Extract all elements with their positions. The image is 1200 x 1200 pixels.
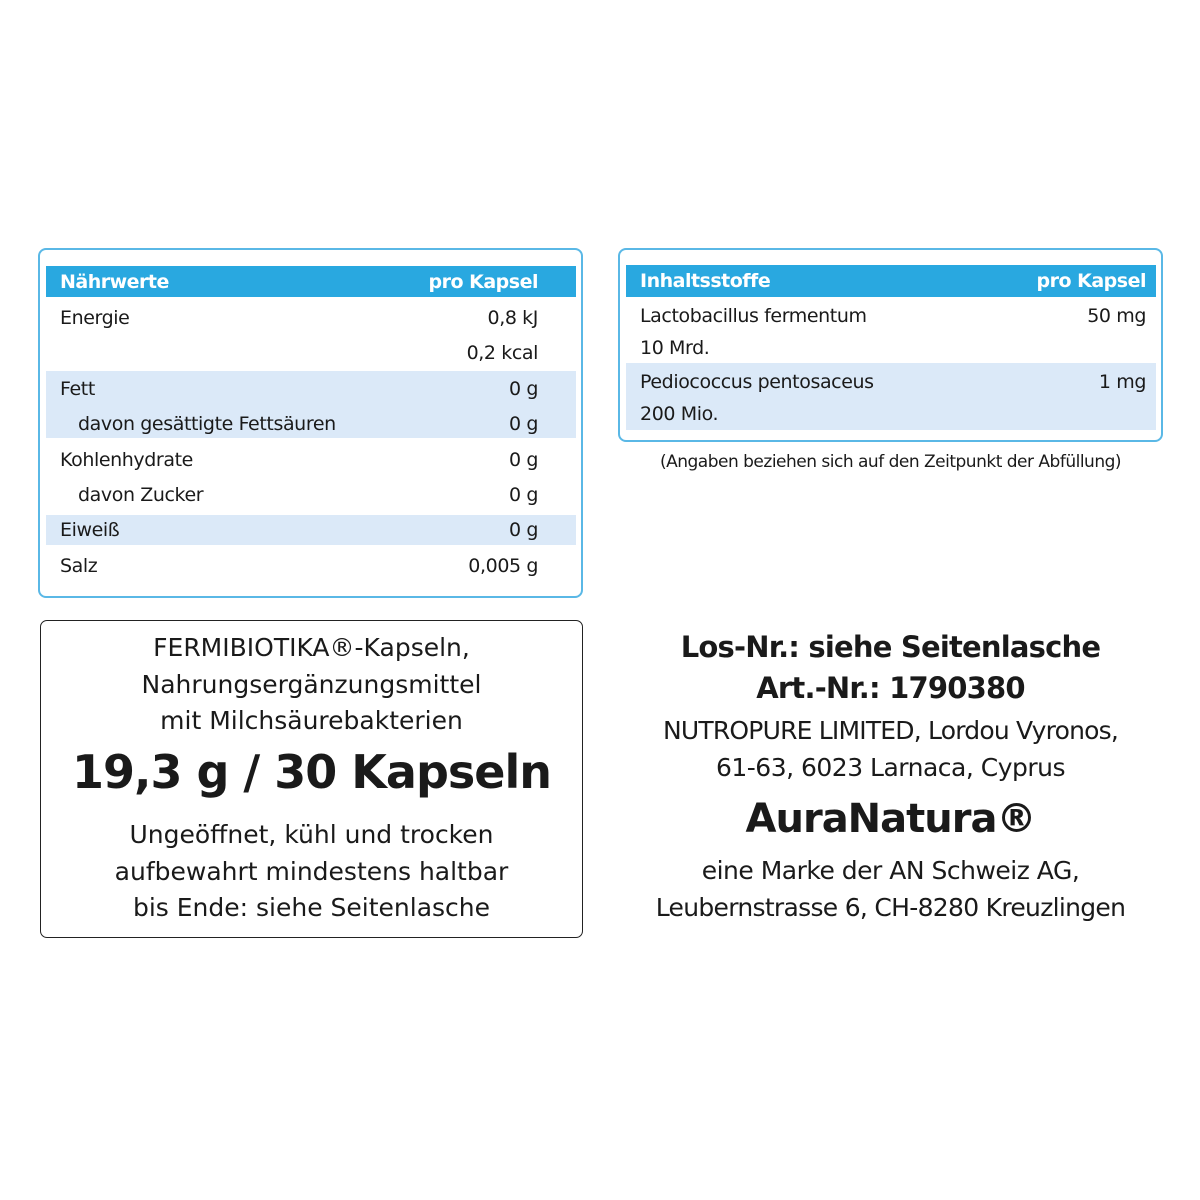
row-label: Salz: [60, 554, 98, 577]
row-value: 1 mg: [1098, 370, 1146, 393]
company-line1: NUTROPURE LIMITED, Lordou Vyronos,: [662, 716, 1118, 745]
row-label: Pediococcus pentosaceus: [640, 370, 874, 393]
ingredients-title: Inhaltsstoffe: [640, 270, 771, 292]
ingredients-header: [626, 265, 1156, 297]
brand-line1: eine Marke der AN Schweiz AG,: [701, 856, 1080, 885]
row-label: 200 Mio.: [640, 402, 719, 425]
row-value: 50 mg: [1087, 304, 1146, 327]
row-label: Eiweiß: [60, 518, 120, 541]
nutrition-header: [46, 266, 576, 297]
row-label: Energie: [60, 306, 130, 329]
row-value: 0 g: [509, 412, 538, 435]
nutrition-row: [46, 548, 576, 583]
row-label: davon gesättigte Fettsäuren: [78, 412, 336, 435]
row-value: 0 g: [509, 448, 538, 471]
row-value: 0,005 g: [468, 554, 538, 577]
product-line2: Nahrungsergänzungsmittel: [141, 670, 482, 699]
ingredients-col: pro Kapsel: [1036, 270, 1146, 292]
row-value: 0 g: [509, 377, 538, 400]
ingredients-note: (Angaben beziehen sich auf den Zeitpunkt der Abfüllung): [659, 452, 1122, 472]
row-label: Lactobacillus fermentum: [640, 304, 867, 327]
row-label: davon Zucker: [78, 483, 204, 506]
nutrition-row: [46, 371, 576, 406]
row-label: Fett: [60, 377, 95, 400]
row-value: 0 g: [509, 518, 538, 541]
nutrition-row: [46, 300, 576, 335]
nutrition-row: [46, 406, 576, 441]
product-amount: 19,3 g / 30 Kapseln: [71, 745, 551, 799]
row-value: 0,2 kcal: [466, 341, 538, 364]
nutrition-title: Nährwerte: [60, 270, 169, 293]
nutrition-col: pro Kapsel: [428, 270, 538, 293]
article-number: Art.-Nr.: 1790380: [756, 671, 1025, 705]
nutrition-row: [46, 477, 576, 512]
ingredient-row: [626, 298, 1156, 333]
nutrition-row: [46, 442, 576, 477]
product-line1: FERMIBIOTIKA®-Kapseln,: [153, 633, 470, 662]
storage-line3: bis Ende: siehe Seitenlasche: [132, 893, 491, 922]
row-value: 0,8 kJ: [487, 306, 538, 329]
brand-line2: Leubernstrasse 6, CH-8280 Kreuzlingen: [655, 893, 1126, 922]
ingredient-row: [626, 364, 1156, 399]
storage-line2: aufbewahrt mindestens haltbar: [114, 857, 509, 886]
lot-number: Los-Nr.: siehe Seitenlasche: [680, 630, 1101, 664]
nutrition-row: [46, 512, 576, 547]
company-line2: 61-63, 6023 Larnaca, Cyprus: [715, 753, 1066, 782]
row-value: 0 g: [509, 483, 538, 506]
row-label: Kohlenhydrate: [60, 448, 193, 471]
product-line3: mit Milchsäurebakterien: [160, 706, 463, 735]
ingredient-row: [626, 330, 1156, 365]
nutrition-row: [46, 335, 576, 370]
brand-logo: AuraNatura®: [745, 796, 1036, 842]
storage-line1: Ungeöffnet, kühl und trocken: [129, 820, 494, 849]
ingredient-row: [626, 396, 1156, 431]
row-label: 10 Mrd.: [640, 336, 710, 359]
